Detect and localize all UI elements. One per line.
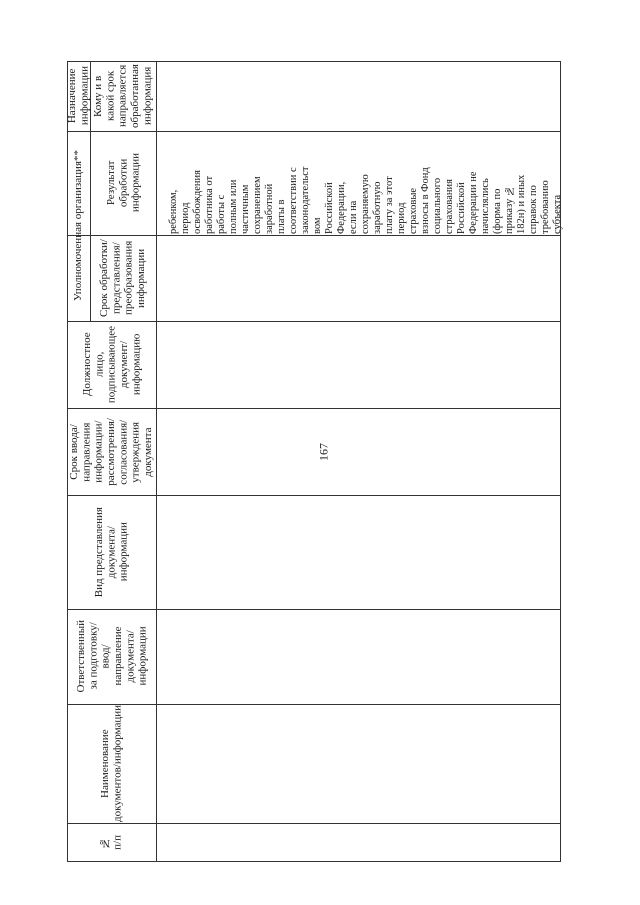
col-header-processing-result: Результат обработки информации [104,153,142,213]
col-header-processing-deadline: Срок обработки/ представления/ преобразования информации [98,239,148,317]
page-number: 167 [316,443,331,461]
col-header-responsible: Ответственный за подготовку/ ввод/ направление документа/ информации [74,620,149,693]
col-header-recipient-deadline: Кому и в какой срок направляется обработанная информация [92,64,154,128]
col-header-purpose: Назначение информации [66,66,91,126]
col-header-authorized-org: Уполномоченная организация** [72,150,85,302]
col-header-submission-type: Вид представления документа/ информации [93,506,130,598]
col-header-official: Должностное лицо, подписывающее документ/ информацию [80,325,142,404]
col-header-num: № п/п [99,834,124,850]
col-header-input-deadline: Срок ввода/ направления информации/ рассмотрения/ согласования/ утверждения документа [68,417,155,486]
processing-result-cell: ребенком, период освобождения работника от работы с полным или частичным сохранением заработной платы в соответствии с законодательст вом Российской Федерации, если на сохраняемую заработную плату за этот период страховые взносы в Фонд социального страхования Российской Федерации не начислялись (форма по приказу № 182н) и иных справок по требованию субъекта [168,166,563,234]
col-header-name: Наименование документов/информации [99,705,124,822]
